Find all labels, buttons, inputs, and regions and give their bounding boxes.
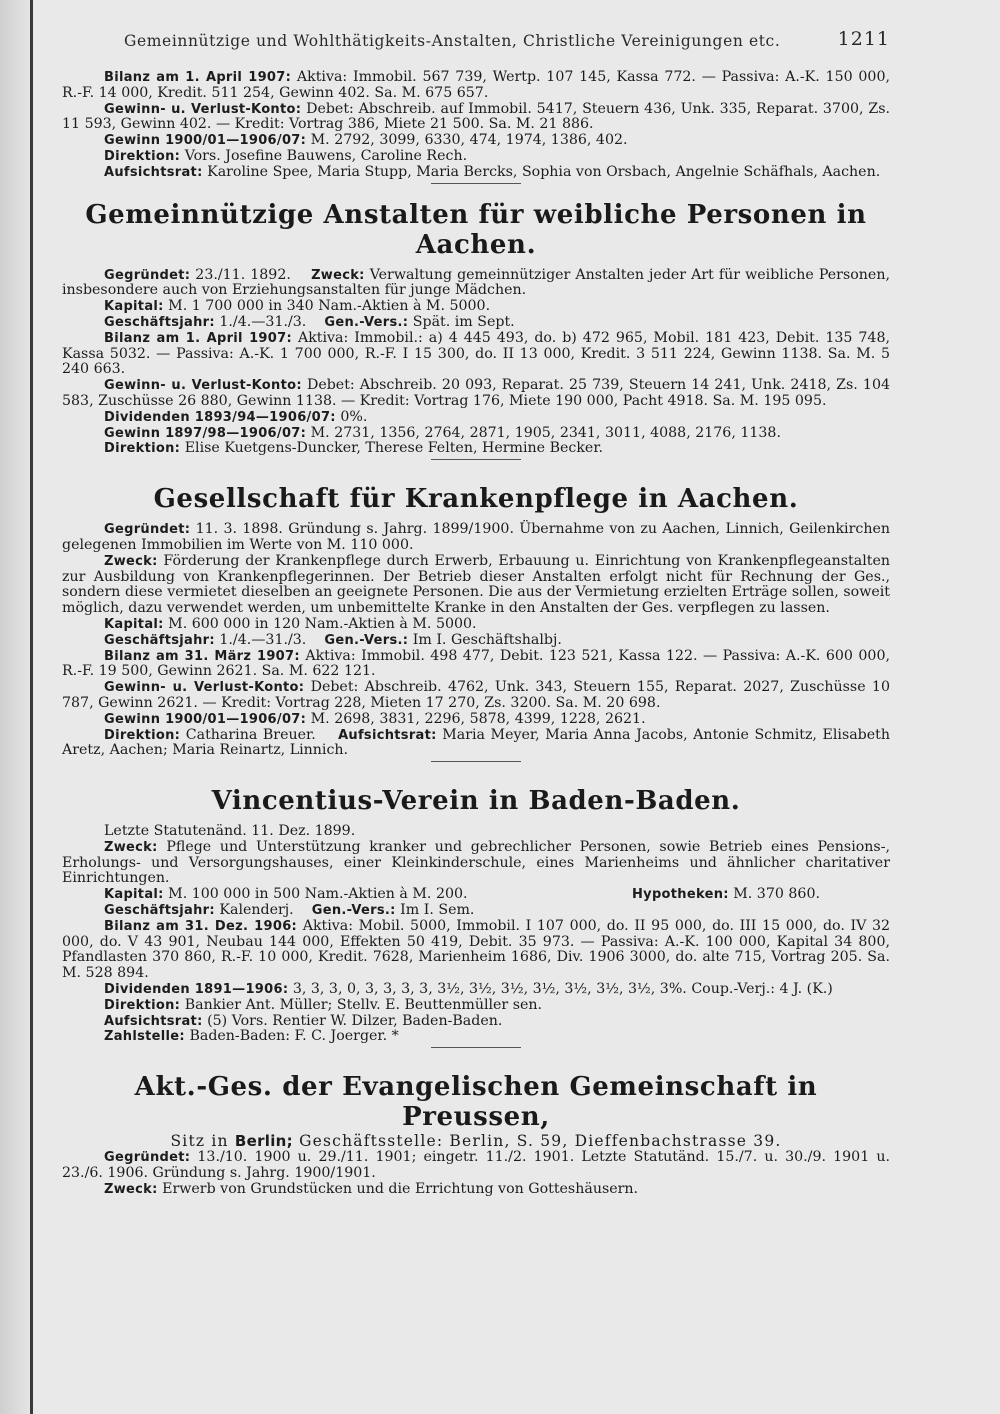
geschaeftsjahr-text: 1./4.—31./3. xyxy=(219,313,307,330)
direktion-text: Vors. Josefine Bauwens, Caroline Rech. xyxy=(184,147,468,164)
page-edge-line xyxy=(30,0,33,1414)
genvers-text: Spät. im Sept. xyxy=(412,313,515,330)
section-title: Gesellschaft für Krankenpflege in Aachen. xyxy=(153,484,799,515)
aufsichtsrat-label: Aufsichtsrat: xyxy=(104,164,203,180)
zahlstelle-paragraph xyxy=(62,1029,890,1045)
gegruendet-text: 23./11. 1892. xyxy=(195,266,291,283)
gewinn-paragraph xyxy=(62,133,890,149)
hypotheken-block xyxy=(590,887,820,903)
dividenden-label: Dividenden 1891—1906: xyxy=(104,982,289,998)
bilanz-paragraph xyxy=(62,331,890,378)
direktion-paragraph xyxy=(62,728,890,760)
gv-text: Debet: Abschreib. 4762, Unk. 343, Steuern 155, Reparat. 2027, Zuschüsse 10 787, Gewinn 2621. — Kredit: Vortrag 228, Mieten 17 270, Zs. 3200. Sa. M. 20 698. xyxy=(62,679,890,711)
kapital-paragraph xyxy=(62,887,890,903)
genvers-label: Gen.-Vers.: xyxy=(324,632,409,648)
entry-gemeinnuetzige-anstalten xyxy=(62,200,890,461)
genvers-text: Im I. Sem. xyxy=(400,902,475,919)
direktion-text: Elise Kuetgens-Duncker, Therese Felten, Hermine Becker. xyxy=(184,440,604,457)
zweck-text: Förderung der Krankenpflege durch Erwerb, Erbauung u. Einrichtung von Krankenpflegeanstalten zur Ausbildung von Krankenpflegerinnen. Der Betrieb dieser Anstalten erfolgt nicht für Rechnung der Ges., sondern diese vermietet dieselben an geeignete Personen. Die aus der Vermietung erzielten Erträge sollen, soweit möglich, dazu verwendet werden, um unbemittelte Kranke in den Anstalten der Ges. verpflegen zu lassen. xyxy=(62,552,890,617)
bilanz-paragraph xyxy=(62,919,890,982)
genvers-label: Gen.-Vers.: xyxy=(324,314,409,330)
kapital-text: M. 1 700 000 in 340 Nam.-Aktien à M. 5000. xyxy=(168,298,491,315)
section-title: Vincentius-Verein in Baden-Baden. xyxy=(211,786,741,817)
section-title: Akt.-Ges. der Evangelischen Gemeinschaft in Preussen, xyxy=(134,1072,818,1133)
bilanz-text: Aktiva: Mobil. 5000, Immobil. I 107 000, do. II 95 000, do. III 15 000, do. IV 32 000, do. V 43 901, Neubau 144 000, Effekten 50 419, Debit. 35 973. — Passiva: A.-K. 100 000, Kapital 34 800, Pfandlasten 370 860, R.-F. 10 000, Kredit. 7628, Marienheim 1686, Div. 1906 3000, do. alte 715, Vortrag 205. Sa. M. 528 894. xyxy=(62,917,890,982)
running-header xyxy=(62,28,890,52)
gv-label: Gewinn- u. Verlust-Konto: xyxy=(104,101,302,117)
dividenden-text: 0%. xyxy=(340,408,368,425)
geschaeftsjahr-paragraph xyxy=(62,903,890,919)
gewinn-label: Gewinn 1897/98—1906/07: xyxy=(104,425,307,441)
gv-label: Gewinn- u. Verlust-Konto: xyxy=(104,378,302,394)
direktion-paragraph xyxy=(62,998,890,1014)
zahlstelle-label: Zahlstelle: xyxy=(104,1029,185,1045)
entry-gesellschaft-krankenpflege xyxy=(62,484,890,762)
aufsichtsrat-label: Aufsichtsrat: xyxy=(104,1013,203,1029)
zweck-label: Zweck: xyxy=(311,267,365,283)
gegruendet-text: 13./10. 1900 u. 29./11. 1901; eingetr. 11./2. 1901. Letzte Statutänd. 15./7. u. 30./9. 1901 u. 23./6. 1906. Gründung s. Jahrg. 1900/1901. xyxy=(62,1149,891,1182)
entry-vincentius-verein xyxy=(62,786,890,1048)
zweck-paragraph xyxy=(62,1182,890,1198)
sitz-prefix: Sitz in xyxy=(170,1132,229,1151)
kapital-paragraph xyxy=(62,617,890,633)
hypotheken-text: M. 370 860. xyxy=(733,886,820,903)
gegruendet-text: 11. 3. 1898. Gründung s. Jahrg. 1899/1900. Übernahme von zu Aachen, Linnich, Geilenkirchen gelegenen Immobilien im Werte von M. 110 000. xyxy=(62,521,890,553)
zweck-paragraph xyxy=(62,840,890,887)
kapital-text: M. 100 000 in 500 Nam.-Aktien à M. 200. xyxy=(168,886,468,903)
page-body xyxy=(62,70,890,1198)
direktion-paragraph xyxy=(62,149,890,165)
section-divider xyxy=(431,761,521,762)
header-title: Gemeinnützige und Wohlthätigkeits-Anstalten, Christliche Vereinigungen etc. xyxy=(124,32,781,50)
section-title: Gemeinnützige Anstalten für weibliche Personen in Aachen. xyxy=(85,199,867,260)
kapital-label: Kapital: xyxy=(104,887,164,903)
direktion-text: Catharina Breuer. xyxy=(185,726,316,743)
section-subtitle xyxy=(62,1132,890,1150)
aufsichtsrat-text: (5) Vors. Rentier W. Dilzer, Baden-Baden. xyxy=(207,1012,503,1029)
gegruendet-paragraph xyxy=(62,522,890,554)
kapital-paragraph xyxy=(62,299,890,315)
bilanz-paragraph xyxy=(62,70,890,102)
bilanz-label: Bilanz am 31. Dez. 1906: xyxy=(104,918,298,934)
gewinn-paragraph xyxy=(62,426,890,442)
kapital-label: Kapital: xyxy=(104,616,164,632)
gv-text: Debet: Abschreib. auf Immobil. 5417, Steuern 436, Unk. 335, Reparat. 3700, Zs. 11 593, Gewinn 402. — Kredit: Vortrag 386, Miete 21 500. Sa. M. 21 886. xyxy=(62,100,890,133)
direktion-label: Direktion: xyxy=(104,727,181,743)
section-divider xyxy=(431,459,521,460)
gegruendet-zweck-paragraph xyxy=(62,268,890,300)
geschaeftsjahr-label: Geschäftsjahr: xyxy=(104,632,215,648)
bilanz-text: Aktiva: Immobil. 567 739, Wertp. 107 145, Kassa 772. — Passiva: A.-K. 150 000, R.-F. 14 000, Kredit. 511 254, Gewinn 402. Sa. M. 675 657. xyxy=(62,69,890,101)
geschaeftsjahr-label: Geschäftsjahr: xyxy=(104,314,215,330)
geschaeftsjahr-text: Kalenderj. xyxy=(219,902,294,919)
direktion-label: Direktion: xyxy=(104,997,181,1013)
gv-text: Debet: Abschreib. 20 093, Reparat. 25 739, Steuern 14 241, Unk. 2418, Zs. 104 583, Zuschüsse 26 880, Gewinn 1138. — Kredit: Vortrag 176, Miete 190 000, Pacht 4918. Sa. M. 195 095. xyxy=(62,377,890,409)
gv-paragraph xyxy=(62,102,890,134)
aufsichtsrat-label: Aufsichtsrat: xyxy=(338,727,437,743)
gewinn-text: M. 2731, 1356, 2764, 2871, 1905, 2341, 3011, 4088, 2176, 1138. xyxy=(310,424,781,441)
page-number: 1211 xyxy=(837,28,890,50)
genvers-label: Gen.-Vers.: xyxy=(311,903,396,919)
bilanz-label: Bilanz am 31. März 1907: xyxy=(104,648,300,664)
dividenden-label: Dividenden 1893/94—1906/07: xyxy=(104,409,336,425)
direktion-paragraph xyxy=(62,441,890,457)
sitz-rest: Geschäftsstelle: Berlin, S. 59, Dieffenbachstrasse 39. xyxy=(299,1132,782,1151)
dividenden-paragraph xyxy=(62,410,890,426)
zweck-text: Pflege und Unterstützung kranker und gebrechlicher Personen, sowie Betrieb eines Pensions-, Erholungs- und Versorgungshauses, einer Kleinkinderschule, eines Marienheims und ähnlicher charitativer Einrichtungen. xyxy=(62,838,890,887)
zahlstelle-text: Baden-Baden: F. C. Joerger. * xyxy=(189,1028,399,1045)
gewinn-label: Gewinn 1900/01—1906/07: xyxy=(104,711,307,727)
gegruendet-label: Gegründet: xyxy=(104,267,191,283)
section-divider xyxy=(431,183,521,184)
zweck-label: Zweck: xyxy=(104,839,158,855)
gegruendet-label: Gegründet: xyxy=(104,1150,191,1166)
entry-evangelische-gemeinschaft xyxy=(62,1072,890,1197)
entry-continuation xyxy=(62,70,890,184)
direktion-label: Direktion: xyxy=(104,441,181,457)
genvers-text: Im I. Geschäftshalbj. xyxy=(412,631,562,648)
aufsichtsrat-paragraph xyxy=(62,165,890,181)
aufsichtsrat-text: Karoline Spee, Maria Stupp, Maria Bercks, Sophia von Orsbach, Angelnie Schäfhals, Aachen. xyxy=(207,163,881,180)
zweck-label: Zweck: xyxy=(104,1181,158,1197)
statut-text: Letzte Statutenänd. 11. Dez. 1899. xyxy=(104,823,356,840)
bilanz-label: Bilanz am 1. April 1907: xyxy=(104,330,292,346)
geschaeftsjahr-label: Geschäftsjahr: xyxy=(104,903,215,919)
gewinn-text: M. 2698, 3831, 2296, 5878, 4399, 1228, 2621. xyxy=(310,710,646,727)
gegruendet-paragraph xyxy=(62,1150,890,1182)
gewinn-paragraph xyxy=(62,712,890,728)
kapital-text: M. 600 000 in 120 Nam.-Aktien à M. 5000. xyxy=(168,615,477,632)
aufsichtsrat-text: Maria Meyer, Maria Anna Jacobs, Antonie Schmitz, Elisabeth Aretz, Aachen; Maria Reinartz, Linnich. xyxy=(62,726,890,759)
gewinn-text: M. 2792, 3099, 6330, 474, 1974, 1386, 402. xyxy=(310,132,628,149)
aufsichtsrat-paragraph xyxy=(62,1014,890,1030)
geschaeftsjahr-text: 1./4.—31./3. xyxy=(219,631,307,648)
bilanz-paragraph xyxy=(62,649,890,681)
zweck-text: Erwerb von Grundstücken und die Errichtung von Gotteshäusern. xyxy=(162,1180,639,1197)
section-divider xyxy=(431,1047,521,1048)
gv-paragraph xyxy=(62,680,890,712)
zweck-paragraph xyxy=(62,554,890,617)
sitz-city: Berlin; xyxy=(234,1132,293,1151)
zweck-label: Zweck: xyxy=(104,553,158,569)
direktion-text: Bankier Ant. Müller; Stellv. E. Beuttenmüller sen. xyxy=(184,996,543,1013)
kapital-label: Kapital: xyxy=(104,299,164,315)
bilanz-label: Bilanz am 1. April 1907: xyxy=(104,70,292,85)
gewinn-label: Gewinn 1900/01—1906/07: xyxy=(104,133,307,149)
book-spine-shadow xyxy=(0,0,36,1414)
gv-paragraph xyxy=(62,378,890,410)
direktion-label: Direktion: xyxy=(104,148,181,164)
geschaeftsjahr-paragraph xyxy=(62,633,890,649)
gv-label: Gewinn- u. Verlust-Konto: xyxy=(104,680,305,696)
geschaeftsjahr-paragraph xyxy=(62,315,890,331)
gegruendet-label: Gegründet: xyxy=(104,522,191,538)
zweck-text: Verwaltung gemeinnütziger Anstalten jeder Art für weibliche Personen, insbesondere auch von Erziehungsanstalten für junge Mädchen. xyxy=(62,266,890,299)
hypotheken-label: Hypotheken: xyxy=(632,887,729,903)
dividenden-paragraph xyxy=(62,982,890,998)
dividenden-text: 3, 3, 3, 0, 3, 3, 3, 3, 3½, 3½, 3½, 3½, 3½, 3½, 3½, 3%. Coup.-Verj.: 4 J. (K.) xyxy=(292,981,833,998)
bilanz-text: Aktiva: Immobil.: a) 4 445 493, do. b) 472 965, Mobil. 181 423, Debit. 135 748, Kassa 5032. — Passiva: A.-K. 1 700 000, R.-F. I 15 300, do. II 13 000, Kredit. 3 511 224, Gewinn 1138. Sa. M. 5 240 663. xyxy=(62,329,890,378)
bilanz-text: Aktiva: Immobil. 498 477, Debit. 123 521, Kassa 122. — Passiva: A.-K. 600 000, R.-F. 19 500, Gewinn 2621. Sa. M. 622 121. xyxy=(62,647,890,680)
statut-paragraph xyxy=(62,824,890,840)
